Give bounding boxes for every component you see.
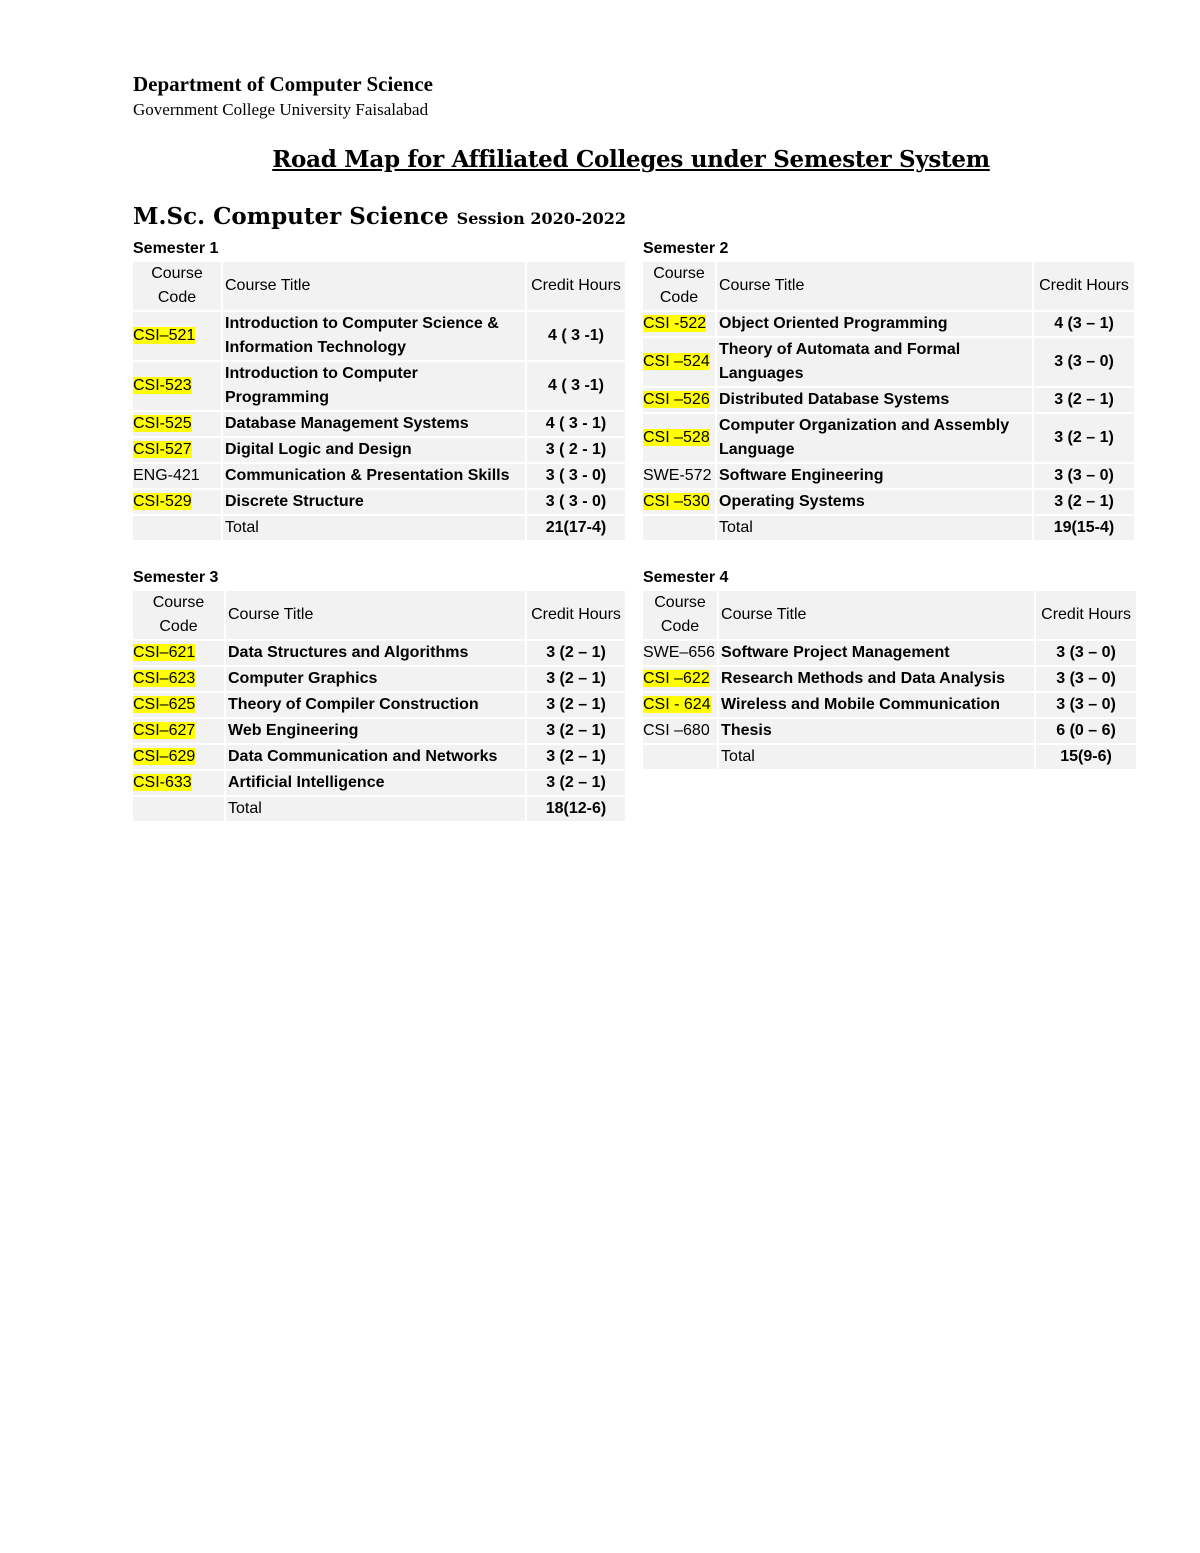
total-row — [643, 516, 1134, 540]
credit-hours — [1036, 719, 1136, 743]
course-title-text: Database Management Systems — [225, 415, 469, 432]
credit-hours-text: 3 ( 3 - 0) — [545, 493, 607, 510]
empty-cell — [643, 516, 715, 540]
table-header-row — [643, 591, 1136, 639]
course-title-text: Data Communication and Networks — [228, 748, 498, 765]
total-row — [643, 745, 1136, 769]
course-title — [223, 438, 525, 462]
course-code-text: CSI-527 — [133, 441, 192, 458]
credit-hours — [1034, 464, 1134, 488]
course-code-text: CSI-633 — [133, 774, 192, 791]
course-title — [717, 414, 1032, 462]
table-row — [643, 693, 1136, 717]
total-credit-hours-text: 21(17-4) — [545, 519, 607, 536]
course-title — [223, 490, 525, 514]
course-code — [643, 414, 715, 462]
credit-hours-text: 3 (3 – 0) — [1056, 670, 1116, 687]
table-row — [133, 312, 625, 360]
course-title — [226, 693, 525, 717]
course-title — [717, 388, 1032, 412]
course-title-text: Computer Graphics — [228, 670, 378, 687]
course-title — [223, 412, 525, 436]
table-row — [133, 362, 625, 410]
semester-label: Semester 1 — [133, 240, 219, 257]
credit-hours — [527, 490, 625, 514]
course-title-text: Thesis — [721, 722, 772, 739]
program-heading — [133, 203, 626, 230]
course-code-text: CSI–621 — [133, 644, 196, 661]
course-title — [226, 745, 525, 769]
header-course-title-text: Course Title — [225, 277, 311, 294]
credit-hours-text: 3 (2 – 1) — [1054, 391, 1114, 408]
credit-hours-text: 6 (0 – 6) — [1056, 722, 1116, 739]
table-row — [643, 490, 1134, 514]
course-title-text: Software Project Management — [721, 644, 950, 661]
course-title — [719, 719, 1034, 743]
header-credit-hours-text: Credit Hours — [1041, 606, 1131, 623]
credit-hours-text: 3 (3 – 0) — [1056, 644, 1116, 661]
course-code — [133, 464, 221, 488]
course-code — [643, 388, 715, 412]
table-header-row — [643, 262, 1134, 310]
total-credit-hours-text: 15(9-6) — [1060, 748, 1112, 765]
total-label-text: Total — [225, 519, 259, 536]
credit-hours-text: 3 ( 3 - 0) — [545, 467, 607, 484]
course-code-text: CSI–521 — [133, 327, 196, 344]
course-code-text: CSI -522 — [643, 315, 707, 332]
credit-hours — [527, 438, 625, 462]
table-row — [643, 388, 1134, 412]
credit-hours — [527, 412, 625, 436]
credit-hours — [527, 719, 625, 743]
course-code-text: CSI–625 — [133, 696, 196, 713]
course-title — [717, 338, 1032, 386]
header-course-code — [643, 591, 717, 639]
table-row — [643, 338, 1134, 386]
header-course-title-text: Course Title — [721, 606, 807, 623]
header-credit-hours-text: Credit Hours — [531, 277, 621, 294]
credit-hours-text: 3 (2 – 1) — [546, 722, 606, 739]
university-name: Government College University Faisalabad — [133, 100, 429, 119]
total-credit-hours — [1036, 745, 1136, 769]
total-row — [133, 516, 625, 540]
course-title — [719, 667, 1034, 691]
course-code-text: CSI –526 — [643, 391, 710, 408]
course-title-text: Artificial Intelligence — [228, 774, 385, 791]
credit-hours-text: 4 ( 3 -1) — [547, 327, 604, 344]
credit-hours — [1034, 312, 1134, 336]
course-code — [133, 412, 221, 436]
course-title-text: Software Engineering — [719, 467, 884, 484]
total-label — [226, 797, 525, 821]
table-row — [643, 719, 1136, 743]
header-course-title — [223, 262, 525, 310]
course-code — [133, 362, 221, 410]
header-course-title — [226, 591, 525, 639]
empty-cell — [643, 745, 717, 769]
course-title — [223, 312, 525, 360]
course-title-text: Wireless and Mobile Communication — [721, 696, 1001, 713]
credit-hours-text: 4 (3 – 1) — [1054, 315, 1114, 332]
course-title — [719, 693, 1034, 717]
table-row — [643, 464, 1134, 488]
session-label: Session 2020-2022 — [456, 209, 627, 228]
credit-hours-text: 3 (3 – 0) — [1056, 696, 1116, 713]
semester-label: Semester 4 — [643, 569, 729, 586]
course-title-text: Computer Organization and Assembly Language — [719, 417, 1010, 458]
header-credit-hours — [1034, 262, 1134, 310]
course-title — [226, 719, 525, 743]
header-course-title-text: Course Title — [228, 606, 314, 623]
credit-hours — [527, 641, 625, 665]
table-row — [133, 490, 625, 514]
course-title-text: Digital Logic and Design — [225, 441, 412, 458]
course-code-text: CSI –524 — [643, 353, 710, 370]
total-label — [719, 745, 1034, 769]
credit-hours-text: 3 (3 – 0) — [1054, 467, 1114, 484]
course-code-text: CSI–623 — [133, 670, 196, 687]
credit-hours — [1036, 693, 1136, 717]
course-code — [133, 771, 224, 795]
course-code-text: SWE-572 — [643, 467, 712, 484]
table-row — [133, 412, 625, 436]
total-credit-hours-text: 19(15-4) — [1053, 519, 1115, 536]
table-row — [643, 414, 1134, 462]
credit-hours — [527, 362, 625, 410]
course-code-text: CSI-523 — [133, 377, 192, 394]
credit-hours-text: 3 (2 – 1) — [546, 644, 606, 661]
course-code — [133, 693, 224, 717]
credit-hours-text: 3 (2 – 1) — [546, 748, 606, 765]
course-code — [643, 312, 715, 336]
course-title — [717, 490, 1032, 514]
course-code-text: CSI–629 — [133, 748, 196, 765]
course-code — [643, 667, 717, 691]
course-code — [643, 464, 715, 488]
empty-cell — [133, 797, 224, 821]
semester-3-section — [133, 567, 627, 823]
header-credit-hours — [527, 591, 625, 639]
course-code-text: CSI-529 — [133, 493, 192, 510]
header-course-title — [719, 591, 1034, 639]
semester-1-section — [133, 238, 627, 542]
credit-hours — [527, 667, 625, 691]
table-row — [643, 667, 1136, 691]
course-title-text: Data Structures and Algorithms — [228, 644, 469, 661]
table-row — [133, 438, 625, 462]
credit-hours-text: 3 (3 – 0) — [1054, 353, 1114, 370]
course-title — [223, 362, 525, 410]
credit-hours-text: 3 (2 – 1) — [1054, 429, 1114, 446]
header-course-title-text: Course Title — [719, 277, 805, 294]
course-title — [717, 312, 1032, 336]
header-course-code-text: Course Code — [152, 594, 205, 635]
total-credit-hours-text: 18(12-6) — [545, 800, 607, 817]
semester-label: Semester 2 — [643, 240, 729, 257]
total-label-text: Total — [721, 748, 755, 765]
total-label-text: Total — [228, 800, 262, 817]
header-course-code — [133, 262, 221, 310]
table-row — [643, 641, 1136, 665]
credit-hours — [1034, 414, 1134, 462]
course-code — [643, 641, 717, 665]
credit-hours-text: 3 (2 – 1) — [546, 696, 606, 713]
total-label — [223, 516, 525, 540]
credit-hours — [1034, 338, 1134, 386]
table-header-row — [133, 262, 625, 310]
header-course-code — [643, 262, 715, 310]
table-row — [643, 312, 1134, 336]
total-label — [717, 516, 1032, 540]
course-code — [133, 312, 221, 360]
credit-hours — [527, 771, 625, 795]
credit-hours-text: 3 (2 – 1) — [546, 774, 606, 791]
credit-hours — [1036, 641, 1136, 665]
table-row — [133, 667, 625, 691]
course-title — [226, 641, 525, 665]
credit-hours — [1034, 490, 1134, 514]
header-credit-hours-text: Credit Hours — [1039, 277, 1129, 294]
credit-hours-text: 3 ( 2 - 1) — [545, 441, 607, 458]
header-credit-hours-text: Credit Hours — [531, 606, 621, 623]
total-credit-hours — [527, 797, 625, 821]
credit-hours — [527, 745, 625, 769]
course-title-text: Communication & Presentation Skills — [225, 467, 510, 484]
credit-hours-text: 4 ( 3 -1) — [547, 377, 604, 394]
total-credit-hours — [1034, 516, 1134, 540]
course-title — [223, 464, 525, 488]
semester-4-section — [643, 567, 1138, 771]
course-title-text: Theory of Automata and Formal Languages — [719, 341, 961, 382]
course-code — [643, 693, 717, 717]
header-course-code-text: Course Code — [653, 265, 705, 306]
credit-hours-text: 4 ( 3 - 1) — [545, 415, 607, 432]
course-code-text: SWE–656 — [643, 644, 716, 661]
course-title — [719, 641, 1034, 665]
credit-hours-text: 3 (2 – 1) — [1054, 493, 1114, 510]
course-title-text: Operating Systems — [719, 493, 865, 510]
course-title — [226, 771, 525, 795]
table-row — [133, 464, 625, 488]
semester-2-section — [643, 238, 1136, 542]
credit-hours — [527, 464, 625, 488]
credit-hours — [1036, 667, 1136, 691]
course-code-text: CSI - 624 — [643, 696, 711, 713]
course-table — [641, 260, 1136, 542]
course-code-text: CSI –528 — [643, 429, 710, 446]
semester-label: Semester 3 — [133, 569, 219, 586]
course-code-text: ENG-421 — [133, 467, 200, 484]
course-code-text: CSI–627 — [133, 722, 196, 739]
course-title-text: Object Oriented Programming — [719, 315, 948, 332]
department-name: Department of Computer Science — [133, 72, 433, 96]
total-label-text: Total — [719, 519, 753, 536]
course-code — [643, 719, 717, 743]
credit-hours-text: 3 (2 – 1) — [546, 670, 606, 687]
course-title-text: Discrete Structure — [225, 493, 364, 510]
header-course-title — [717, 262, 1032, 310]
table-header-row — [133, 591, 625, 639]
header-course-code-text: Course Code — [654, 594, 706, 635]
course-title-text: Research Methods and Data Analysis — [721, 670, 1005, 687]
table-row — [133, 693, 625, 717]
course-code — [133, 719, 224, 743]
course-code-text: CSI –530 — [643, 493, 710, 510]
course-title — [226, 667, 525, 691]
course-title-text: Web Engineering — [228, 722, 359, 739]
course-table — [131, 260, 627, 542]
document-title: Road Map for Affiliated Colleges under Semester System — [272, 146, 990, 173]
program-name: M.Sc. Computer Science — [133, 203, 449, 230]
credit-hours — [527, 312, 625, 360]
course-code — [133, 667, 224, 691]
course-title-text: Distributed Database Systems — [719, 391, 950, 408]
table-row — [133, 771, 625, 795]
header-course-code — [133, 591, 224, 639]
total-row — [133, 797, 625, 821]
course-title-text: Introduction to Computer Science & Information Technology — [225, 315, 499, 356]
course-code — [643, 338, 715, 386]
course-code-text: CSI –622 — [643, 670, 710, 687]
course-code — [133, 438, 221, 462]
course-code-text: CSI –680 — [643, 722, 710, 739]
header-course-code-text: Course Code — [151, 265, 203, 306]
table-row — [133, 719, 625, 743]
course-code — [643, 490, 715, 514]
course-table — [131, 589, 627, 823]
course-title-text: Theory of Compiler Construction — [228, 696, 479, 713]
empty-cell — [133, 516, 221, 540]
course-title — [717, 464, 1032, 488]
course-table — [641, 589, 1138, 771]
header-credit-hours — [527, 262, 625, 310]
course-title-text: Introduction to Computer Programming — [225, 365, 418, 406]
header-credit-hours — [1036, 591, 1136, 639]
course-code-text: CSI-525 — [133, 415, 192, 432]
credit-hours — [1034, 388, 1134, 412]
credit-hours — [527, 693, 625, 717]
course-code — [133, 745, 224, 769]
table-row — [133, 745, 625, 769]
course-code — [133, 490, 221, 514]
course-code — [133, 641, 224, 665]
table-row — [133, 641, 625, 665]
total-credit-hours — [527, 516, 625, 540]
